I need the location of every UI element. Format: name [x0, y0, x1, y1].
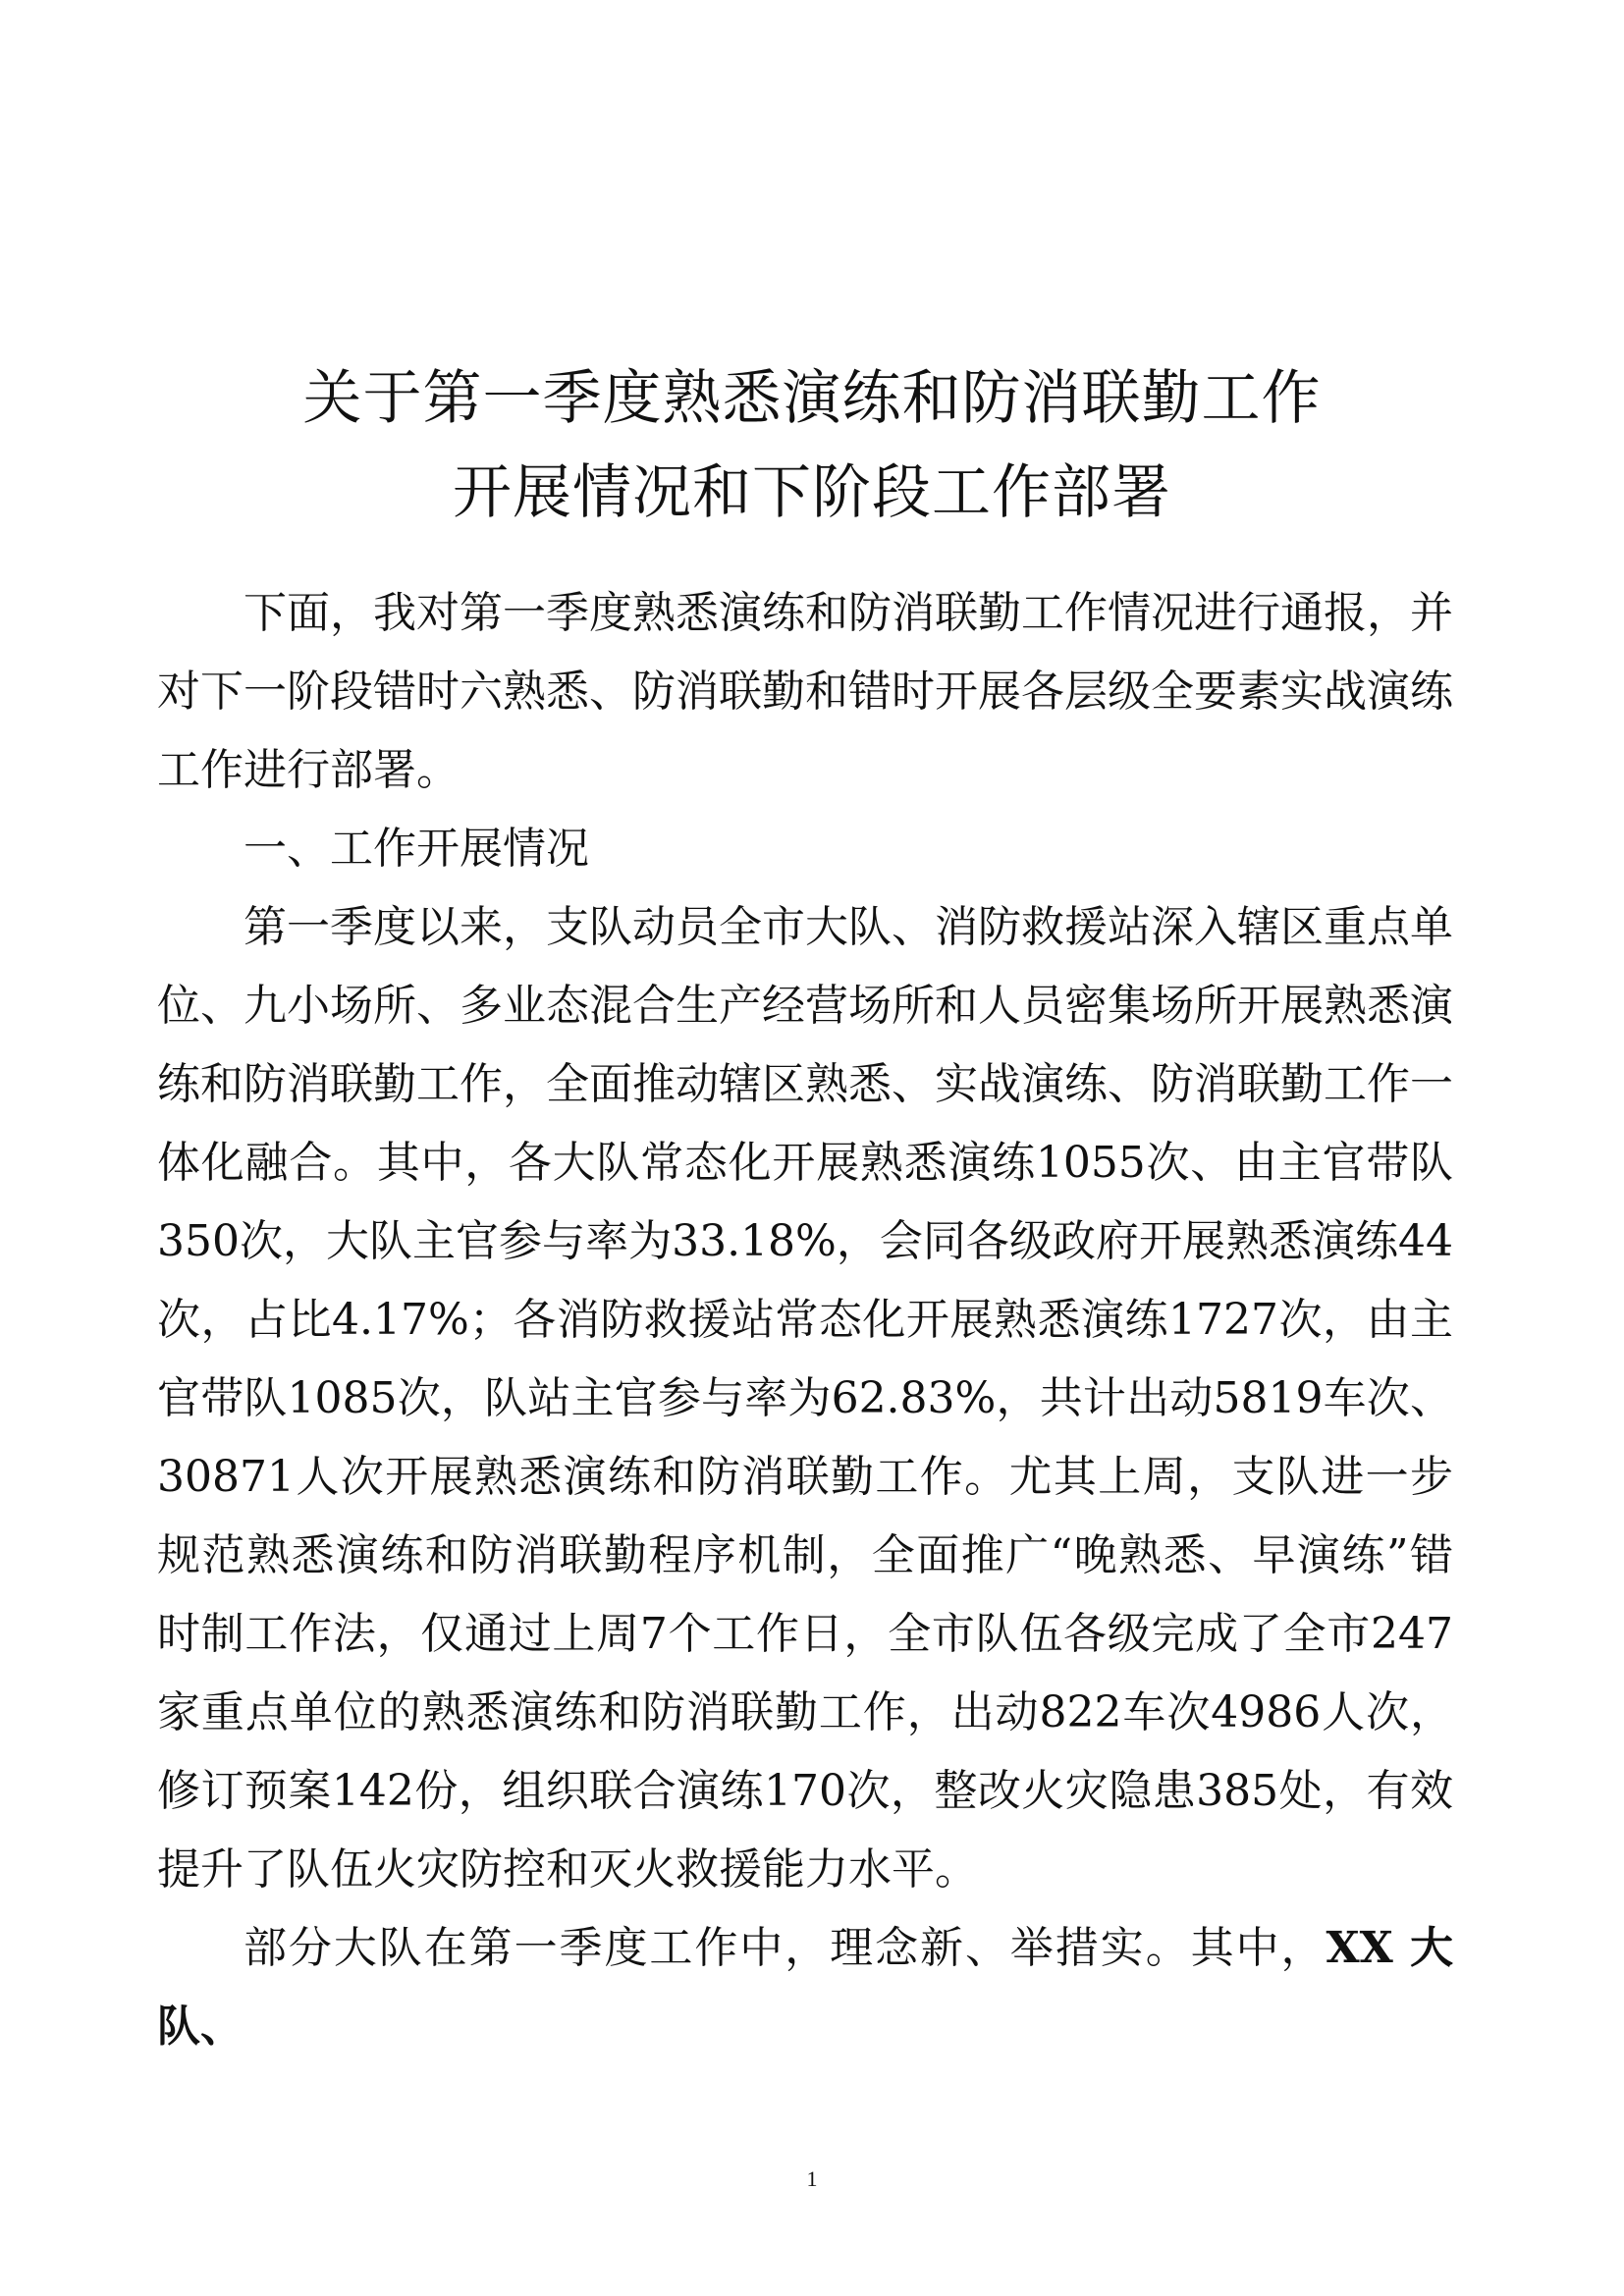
title-line-1: 关于第一季度熟悉演练和防消联勤工作 [302, 364, 1322, 434]
document-body [157, 574, 1453, 2066]
closing-paragraph [157, 1909, 1453, 2066]
title-line-2: 开展情况和下阶段工作部署 [453, 458, 1171, 528]
document-title [0, 351, 1624, 540]
page-number: 1 [806, 2166, 818, 2191]
section-heading: 一、工作开展情况 [244, 824, 589, 874]
section-paragraph: 第一季度以来，支队动员全市大队、消防救援站深入辖区重点单位、九小场所、多业态混合生产经营场所和人员密集场所开展熟悉演练和防消联勤工作，全面推动辖区熟悉、实战演练、防消联勤工作一体化融合。其中，各大队常态化开展熟悉演练1055次、由主官带队350次，大队主官参与率为33.18%，会同各级政府开展熟悉演练44次，占比4.17%；各消防救援站常态化开展熟悉演练1727次，由主官带队1085次，队站主官参与率为62.83%，共计出动5819车次、30871人次开展熟悉演练和防消联勤工作。尤其上周，支队进一步规范熟悉演练和防消联勤程序机制，全面推广“晚熟悉、早演练”错时制工作法，仅通过上周7个工作日，全市队伍各级完成了全市247家重点单位的熟悉演练和防消联勤工作，出动822车次4986人次，修订预案142份，组织联合演练170次，整改火灾隐患385处，有效提升了队伍火灾防控和灭火救援能力水平。 [157, 902, 1453, 1895]
intro-paragraph: 下面，我对第一季度熟悉演练和防消联勤工作情况进行通报，并对下一阶段错时六熟悉、防消联勤和错时开展各层级全要素实战演练工作进行部署。 [157, 588, 1453, 795]
closing-paragraph-text: 部分大队在第一季度工作中，理念新、举措实。其中， [244, 1923, 1326, 1973]
closing-paragraph-bold: XX 大队、 [157, 1923, 1453, 2052]
